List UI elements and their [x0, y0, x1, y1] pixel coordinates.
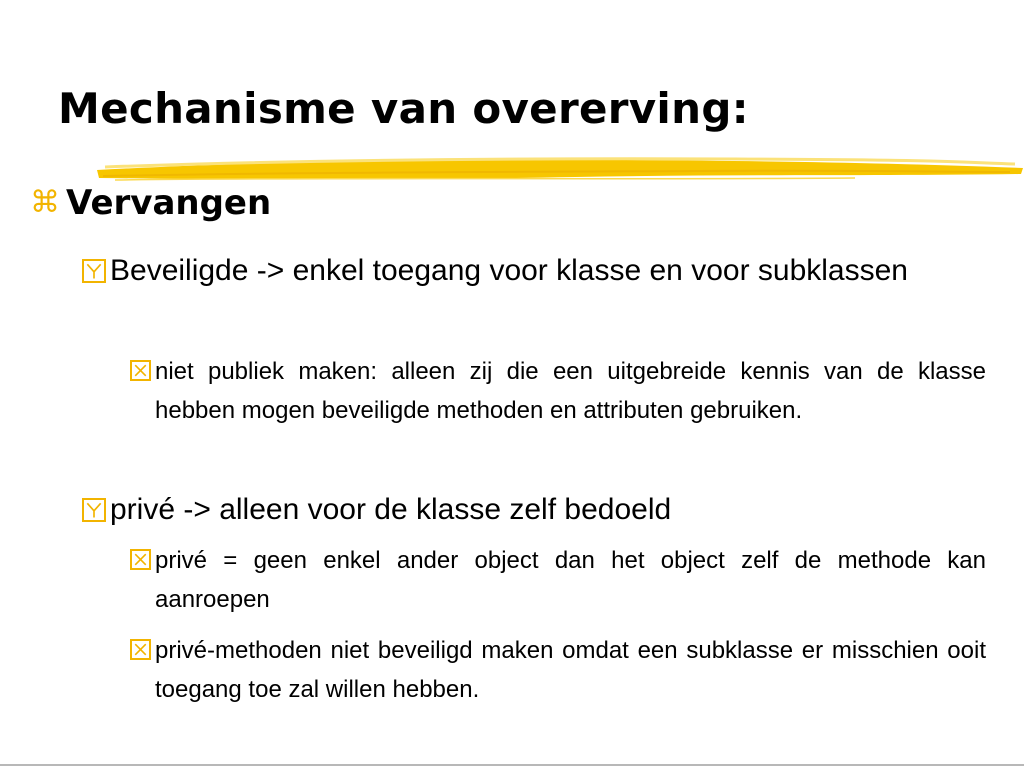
sub-bullet-text-container	[130, 352, 986, 430]
sub-bullet-text-container	[130, 631, 986, 709]
sub-bullet-text: niet publiek maken: alleen zij die een uitgebreide kennis van de klasse hebben mogen beveiligde methoden en attributen gebruiken.	[155, 358, 986, 424]
section-heading-row	[30, 183, 271, 223]
checkbox-x-icon	[130, 549, 151, 570]
command-glyph-icon: ⌘	[30, 185, 60, 220]
sub-bullet-item-prive-object	[130, 541, 986, 619]
sub-bullet-text-container	[130, 541, 986, 619]
sub-bullet-item-prive-methoden	[130, 631, 986, 709]
bullet-item-prive	[82, 490, 986, 530]
bullet-text-container	[82, 251, 986, 291]
bullet-item-beveiligde	[82, 251, 986, 291]
bullet-text: privé -> alleen voor de klasse zelf bedoeld	[110, 493, 672, 526]
slide-title: Mechanisme van overerving:	[58, 84, 749, 133]
sub-bullet-item-niet-publiek	[130, 352, 986, 430]
footer-divider	[0, 764, 1024, 766]
checkbox-y-icon	[82, 259, 106, 283]
bullet-text: Beveiligde -> enkel toegang voor klasse en voor subklassen	[110, 254, 908, 287]
checkbox-y-icon	[82, 498, 106, 522]
checkbox-x-icon	[130, 639, 151, 660]
bullet-text-container	[82, 490, 986, 530]
section-heading: Vervangen	[66, 183, 272, 223]
sub-bullet-text: privé = geen enkel ander object dan het object zelf de methode kan aanroepen	[155, 547, 986, 613]
checkbox-x-icon	[130, 360, 151, 381]
sub-bullet-text: privé-methoden niet beveiligd maken omdat een subklasse er misschien ooit toegang toe zal willen hebben.	[155, 637, 986, 703]
